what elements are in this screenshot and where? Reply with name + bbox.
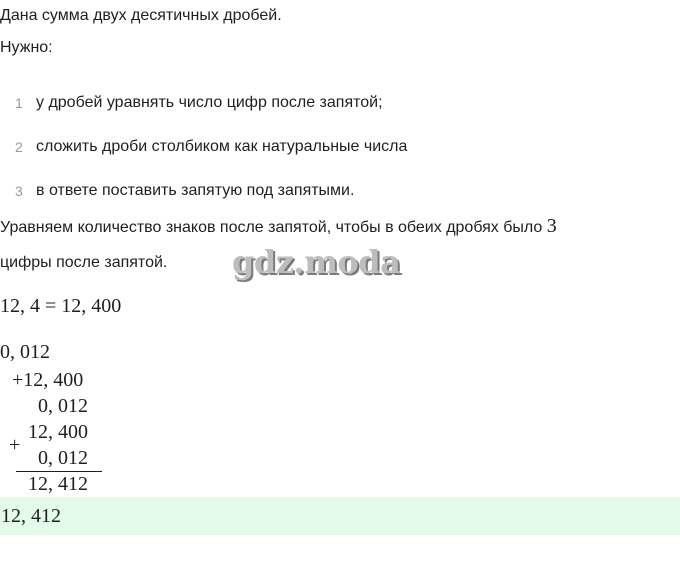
step-text: сложить дроби столбиком как натуральные числа: [36, 138, 408, 155]
step-number: 1: [15, 95, 23, 111]
column-bottom-addend: 0, 012: [38, 447, 88, 469]
step-number: 3: [15, 183, 23, 199]
answer-box: [0, 497, 680, 535]
inline-sum-top: +12, 400: [12, 369, 84, 391]
answer-value: 12, 412: [1, 505, 61, 527]
column-result: 12, 412: [28, 473, 88, 495]
explanation-number: 3: [546, 215, 557, 237]
watermark-logo: gdz.moda: [232, 243, 401, 281]
explanation-line-2: цифры после запятой.: [0, 254, 168, 271]
second-number: 0, 012: [0, 341, 50, 363]
column-plus-sign: +: [9, 434, 21, 456]
equality-formula: 12, 4 = 12, 400: [0, 295, 122, 317]
column-top-addend: 12, 400: [28, 421, 88, 443]
intro-line-2: Нужно:: [0, 39, 53, 56]
inline-sum-bottom: 0, 012: [38, 395, 88, 417]
explanation-line-1: [0, 216, 557, 238]
intro-line-1: Дана сумма двух десятичных дробей.: [0, 7, 282, 24]
explanation-text: Уравняем количество знаков после запятой, чтобы в обеих дробях было: [0, 219, 543, 236]
step-text: у дробей уравнять число цифр после запятой;: [36, 94, 383, 111]
step-number: 2: [15, 139, 23, 155]
step-text: в ответе поставить запятую под запятыми.: [36, 182, 355, 199]
